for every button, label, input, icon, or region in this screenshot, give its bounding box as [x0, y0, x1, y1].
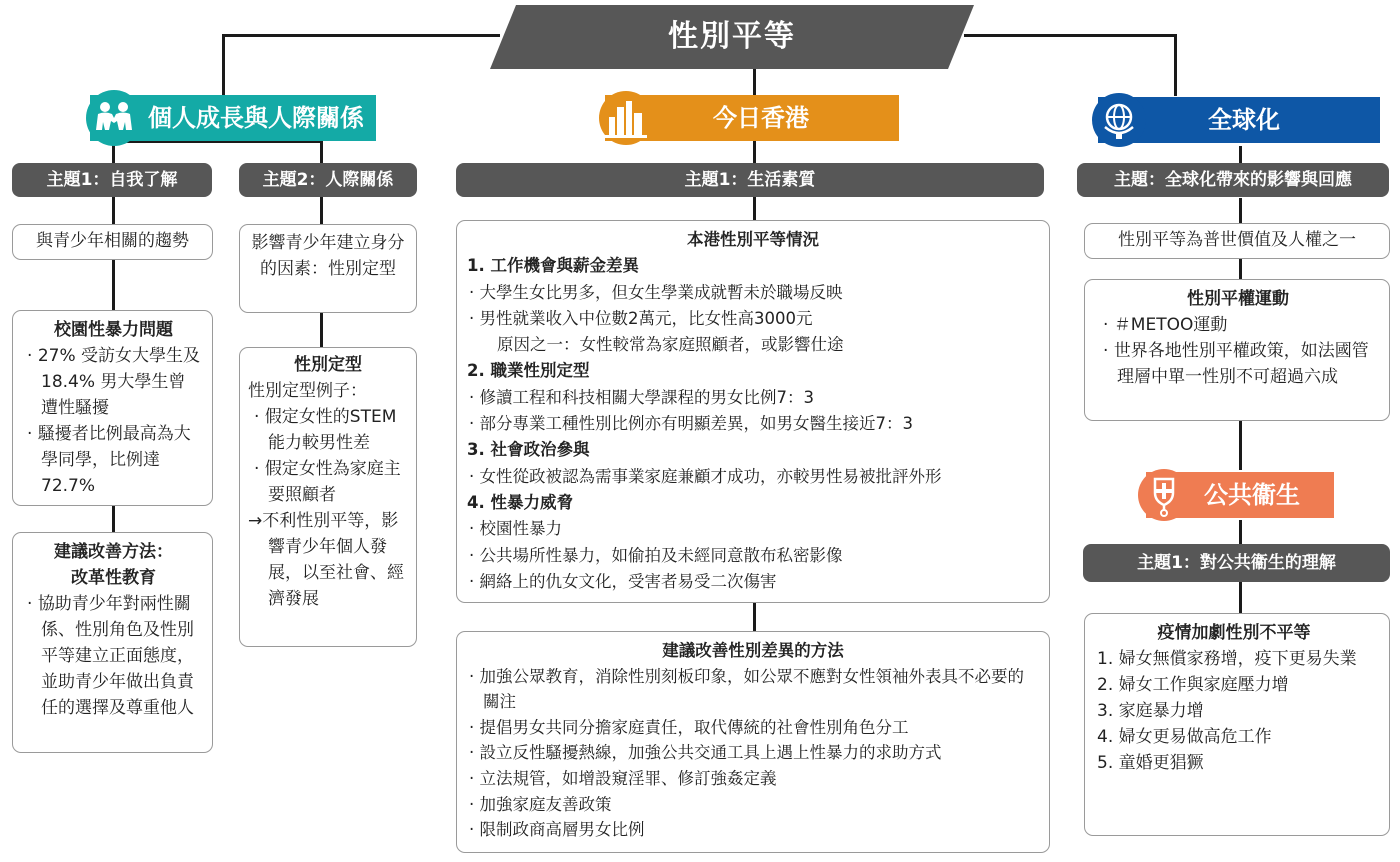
list-item: · 提倡男女共同分擔家庭責任，取代傳統的社會性別角色分工 [469, 717, 909, 737]
list-item: 1. 婦女無償家務增，疫下更易失業 [1097, 649, 1357, 669]
category-label: 個人成長與人際關係 [148, 104, 364, 132]
movement-item: ＃METOO運動 [1113, 315, 1228, 335]
sex-education-box [12, 532, 213, 753]
suggest-heading: 建議改善方法： [54, 542, 173, 562]
trend-box [12, 224, 213, 260]
list-item: 3. 家庭暴力增 [1097, 701, 1204, 721]
stereotype-item: 假定女性的STEM 能力較男性差 [264, 407, 397, 453]
connector [753, 197, 756, 221]
methods-heading: 建議改善性別差異的方法 [662, 641, 844, 660]
method-item: 加強家庭友善政策 [479, 794, 612, 814]
hk-situation-box [456, 220, 1050, 603]
suggest-subheading: 改革性教育 [71, 568, 156, 588]
theme-quality-of-life: 主題1：生活素質 [456, 163, 1044, 197]
stereotype-intro: 性別定型例子： [248, 381, 367, 401]
people-icon [86, 90, 142, 146]
category-label: 今日香港 [713, 104, 809, 132]
main-title: 性別平等 [668, 19, 796, 54]
situation-item: 部分專業工種性別比例亦有明顯差異，如男女醫生接近7：3 [479, 414, 913, 434]
connector [964, 34, 1176, 37]
connector [1239, 258, 1242, 280]
list-item: · 網絡上的仇女文化，受害者易受二次傷害 [469, 571, 777, 591]
situation-item: 校園性暴力 [479, 519, 562, 539]
list-item: · 大學生女比男多，但女生學業成就暫未於職場反映 [469, 282, 843, 302]
list-item: · 假定女性的STEM 能力較男性差 [254, 407, 397, 453]
city-skyline-icon [599, 91, 653, 145]
connector [112, 197, 115, 225]
main-title-banner [490, 5, 974, 69]
connector [112, 505, 115, 533]
list-item: · 騷擾者比例最高為大學同學，比例達 72.7% [27, 424, 191, 496]
list-item: · 立法規管，如增設窺淫罪、修訂強姦定義 [469, 768, 777, 788]
connector [320, 197, 323, 225]
method-item: 立法規管，如增設窺淫罪、修訂強姦定義 [479, 768, 777, 788]
section-title: 3. 社會政治參與 [467, 440, 590, 460]
connector [222, 34, 500, 37]
category-hongkong [605, 95, 899, 141]
campus-violence-item: 騷擾者比例最高為大學同學，比例達 72.7% [37, 424, 191, 496]
list-item: · 校園性暴力 [469, 519, 562, 539]
connector [1239, 582, 1242, 614]
universal-value-box [1084, 223, 1390, 259]
list-item: · 設立反性騷擾熱線，加強公共交通工具上遇上性暴力的求助方式 [469, 743, 942, 763]
list-item: 4. 婦女更易做高危工作 [1097, 727, 1272, 747]
category-label: 公共衞生 [1204, 481, 1300, 509]
pandemic-box [1084, 613, 1390, 836]
stereotype-item: 假定女性為家庭主要照顧者 [264, 459, 401, 505]
trend-text: 與青少年相關的趨勢 [36, 231, 189, 251]
method-item: 加強公眾教育，消除性別刻板印象，如公眾不應對女性領袖外表具不必要的關注 [479, 666, 1024, 712]
connector [112, 258, 115, 310]
globe-icon [1092, 93, 1146, 147]
hk-methods-box [456, 631, 1050, 853]
connector [753, 140, 756, 164]
list-item: · 修讀工程和科技相關大學課程的男女比例7：3 [469, 387, 814, 407]
theme-public-health: 主題1：對公共衞生的理解 [1083, 544, 1390, 582]
connector [1239, 198, 1242, 224]
category-label: 全球化 [1208, 106, 1280, 134]
list-item: · 假定女性為家庭主要照顧者 [254, 459, 401, 505]
stereotype-heading: 性別定型 [294, 355, 362, 375]
list-item: · ＃METOO運動 [1103, 315, 1228, 335]
theme-self-understanding: 主題1：自我了解 [12, 163, 212, 197]
connector [1239, 520, 1242, 544]
situation-item: 網絡上的仇女文化，受害者易受二次傷害 [479, 571, 777, 591]
situation-heading: 本港性別平等情況 [687, 230, 819, 249]
connector [1239, 420, 1242, 470]
list-item: 5. 童婚更猖獗 [1097, 753, 1204, 773]
movement-box [1084, 279, 1390, 421]
movement-item: 世界各地性別平權政策，如法國管理層中單一性別不可超過六成 [1113, 341, 1369, 387]
list-item: · 加強公眾教育，消除性別刻板印象，如公眾不應對女性領袖外表具不必要的關注 [469, 666, 1024, 712]
list-item: · 世界各地性別平權政策，如法國管理層中單一性別不可超過六成 [1103, 341, 1369, 387]
list-item: · 限制政商高層男女比例 [469, 820, 645, 840]
pandemic-heading: 疫情加劇性別不平等 [1157, 623, 1311, 643]
identity-factor-box [239, 224, 417, 313]
section-title: 1. 工作機會與薪金差異 [467, 256, 639, 276]
situation-item: 女性從政被認為需事業家庭兼顧才成功，亦較男性易被批評外形 [479, 466, 942, 486]
list-item: · 協助青少年對兩性關係、性別角色及性別平等建立正面態度，並助青少年做出負責任的選擇及尊重他人 [27, 594, 194, 718]
list-item: · 加強家庭友善政策 [469, 794, 612, 814]
connector [320, 312, 323, 348]
category-globalization [1098, 97, 1380, 143]
suggest-item: 協助青少年對兩性關係、性別角色及性別平等建立正面態度，並助青少年做出負責任的選擇及尊重他人 [37, 594, 194, 718]
situation-item: 男性就業收入中位數2萬元，比女性高3000元 [479, 308, 813, 328]
connector [753, 602, 756, 632]
connector [1239, 146, 1242, 164]
identity-factor-text: 影響青少年建立身分的因素：性別定型 [251, 233, 405, 279]
section-title: 4. 性暴力威脅 [467, 492, 573, 512]
category-personal [90, 95, 376, 141]
campus-violence-item: 27% 受訪女大學生及 18.4% 男大學生曾遭性騷擾 [37, 346, 201, 418]
list-item: 2. 婦女工作與家庭壓力增 [1097, 675, 1289, 695]
connector [1174, 34, 1177, 96]
list-item: · 女性從政被認為需事業家庭兼顧才成功，亦較男性易被批評外形 [469, 466, 942, 486]
theme-globalization: 主題：全球化帶來的影響與回應 [1077, 163, 1389, 197]
list-item: · 部分專業工種性別比例亦有明顯差異，如男女醫生接近7：3 [469, 414, 913, 434]
campus-violence-heading: 校園性暴力問題 [54, 320, 173, 340]
situation-item: 公共場所性暴力，如偷拍及未經同意散布私密影像 [479, 545, 843, 565]
connector [222, 34, 225, 96]
method-item: 限制政商高層男女比例 [479, 820, 645, 840]
method-item: 提倡男女共同分擔家庭責任，取代傳統的社會性別角色分工 [479, 717, 909, 737]
movement-heading: 性別平權運動 [1187, 289, 1289, 309]
list-item: · 公共場所性暴力，如偷拍及未經同意散布私密影像 [469, 545, 843, 565]
section-title: 2. 職業性別定型 [467, 361, 590, 381]
list-item: · 男性就業收入中位數2萬元，比女性高3000元 [469, 308, 813, 328]
connector [320, 140, 323, 164]
category-public-health [1146, 472, 1334, 518]
universal-value-text: 性別平等為普世價值及人權之一 [1118, 230, 1356, 250]
situation-item: 大學生女比男多，但女生學業成就暫未於職場反映 [479, 282, 843, 302]
theme-relationships: 主題2：人際關係 [239, 163, 417, 197]
stereotype-conclusion: →不利性別平等，影響青少年個人發展，以至社會、經濟發展 [248, 511, 404, 609]
list-item: · 27% 受訪女大學生及 18.4% 男大學生曾遭性騷擾 [27, 346, 201, 418]
connector [753, 66, 756, 96]
situation-note: 原因之一：女性較常為家庭照顧者，或影響仕途 [497, 335, 844, 355]
stereotype-box [239, 347, 417, 647]
campus-violence-box [12, 310, 213, 506]
situation-item: 修讀工程和科技相關大學課程的男女比例7：3 [479, 387, 814, 407]
method-item: 設立反性騷擾熱線，加強公共交通工具上遇上性暴力的求助方式 [479, 743, 942, 763]
medical-shield-icon [1138, 469, 1190, 521]
